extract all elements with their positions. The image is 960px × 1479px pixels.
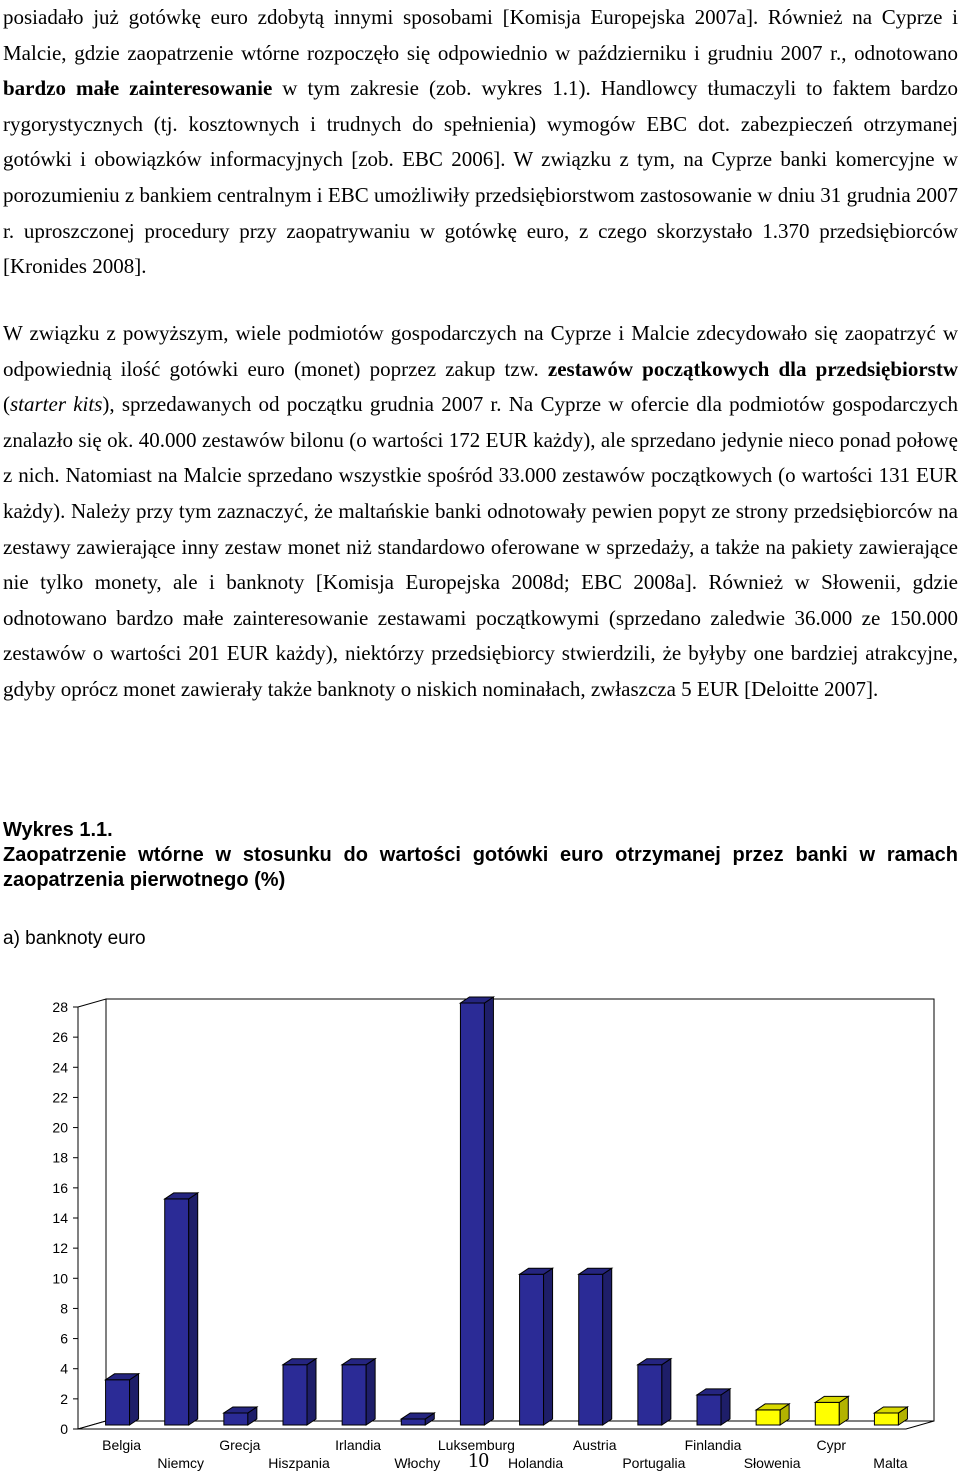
chart-floor bbox=[78, 1421, 934, 1429]
bar-front bbox=[460, 1003, 484, 1425]
x-category-label: Malta bbox=[873, 1455, 908, 1471]
bar-front bbox=[756, 1410, 780, 1425]
figure-title: Zaopatrzenie wtórne w stosunku do wartości gotówki euro otrzymanej przez banki w ramach zaopatrzenia pierwotnego (%) bbox=[3, 844, 958, 891]
y-tick-label: 18 bbox=[52, 1149, 68, 1166]
bar-side bbox=[662, 1359, 671, 1425]
bar-side bbox=[484, 997, 493, 1425]
bar-front bbox=[638, 1365, 662, 1425]
figure-number: Wykres 1.1. bbox=[3, 819, 113, 841]
y-tick-label: 24 bbox=[52, 1059, 68, 1076]
y-tick-label: 6 bbox=[60, 1330, 68, 1347]
bar-side bbox=[544, 1268, 553, 1425]
bar-front bbox=[815, 1402, 839, 1425]
bar-front bbox=[106, 1380, 130, 1425]
page-number: 10 bbox=[468, 1448, 489, 1472]
x-category-label: Niemcy bbox=[157, 1455, 205, 1471]
x-category-label: Grecja bbox=[219, 1437, 261, 1453]
paragraph-2-text-b: ( bbox=[3, 392, 10, 417]
paragraph-2-bold-phrase: zestawów początkowych dla przedsiębiorstw bbox=[547, 356, 958, 381]
chart-container bbox=[8, 980, 952, 1479]
x-category-label: Holandia bbox=[507, 1455, 564, 1471]
x-category-label: Austria bbox=[572, 1437, 617, 1453]
x-category-label: Włochy bbox=[394, 1455, 441, 1471]
paragraph-1-text-b: w tym zakresie (zob. wykres 1.1). Handlowcy tłumaczyli to faktem bardzo rygorystycznych (tj. kosztownych i trudnych do spełnienia) wymogów EBC dot. zabezpieczeń otrzymanej gotówki i obowiązków informacyjnych [zob. EBC 2006]. W związku z tym, na Cyprze banki komercyjne w porozumieniu z bankiem centralnym i EBC umożliwiły przedsiębiorstwom zastosowanie w dniu 31 grudnia 2007 r. uproszczonej procedury przy zaopatrywaniu w gotówkę euro, z czego skorzystało 1.370 przedsiębiorców [Kronides 2008]. bbox=[3, 76, 958, 279]
bar-front bbox=[342, 1365, 366, 1425]
x-category-label: Hiszpania bbox=[268, 1455, 330, 1471]
y-tick-label: 20 bbox=[52, 1119, 68, 1136]
bar-chart bbox=[8, 980, 952, 1474]
x-category-label: Słowenia bbox=[743, 1455, 801, 1471]
bar-front bbox=[165, 1199, 189, 1425]
y-tick-label: 22 bbox=[52, 1089, 68, 1106]
bar-side bbox=[130, 1374, 139, 1425]
y-tick-label: 4 bbox=[60, 1360, 68, 1377]
y-tick-label: 14 bbox=[52, 1210, 68, 1226]
bar-side bbox=[307, 1359, 316, 1425]
bar-side bbox=[603, 1268, 612, 1425]
y-tick-label: 26 bbox=[52, 1029, 68, 1046]
bar-side bbox=[366, 1359, 375, 1425]
y-tick-label: 12 bbox=[52, 1240, 68, 1257]
paragraph-2 bbox=[3, 316, 958, 708]
x-category-label: Finlandia bbox=[684, 1437, 742, 1453]
y-tick-label: 10 bbox=[52, 1270, 68, 1287]
x-category-label: Cypr bbox=[816, 1437, 847, 1453]
paragraph-2-text-a: W związku z powyższym, wiele podmiotów gospodarczych na Cyprze i Malcie zdecydowało się zaopatrzyć w odpowiednią ilość gotówki euro (monet) poprzez zakup tzw. bbox=[3, 321, 958, 381]
bar-front bbox=[579, 1274, 603, 1425]
bar-front bbox=[697, 1395, 721, 1425]
paragraph-1 bbox=[3, 0, 958, 285]
x-category-label: Portugalia bbox=[622, 1455, 686, 1471]
y-tick-label: 8 bbox=[60, 1300, 68, 1317]
y-tick-label: 16 bbox=[52, 1179, 68, 1196]
paragraph-2-text-c: ), sprzedawanych od początku grudnia 2007 r. Na Cyprze w ofercie dla podmiotów gospodarczych znalazło się ok. 40.000 zestawów bilonu (o wartości 172 EUR każdy), ale sprzedano jedynie nieco ponad połowę z nich. Natomiast na Malcie sprzedano wszystkie spośród 33.000 zestawów początkowych (o wartości 131 EUR każdy). Należy przy tym zaznaczyć, że maltańskie banki odnotowały pewien popyt ze strony przedsiębiorców na zestawy zawierające inny zestaw monet niż standardowo oferowane w sprzedaży, a także na pakiety zawierające nie tylko monety, ale i banknoty [Komisja Europejska 2008d; EBC 2008a]. Również w Słowenii, gdzie odnotowano bardzo małe zainteresowanie zestawami początkowymi (sprzedano zaledwie 36.000 ze 150.000 zestawów o wartości 201 EUR każdy), niektórzy przedsiębiorcy stwierdzili, że byłyby one bardziej atrakcyjne, gdyby oprócz monet zawierały także banknoty o niskich nominałach, zwłaszcza 5 EUR [Deloitte 2007]. bbox=[3, 392, 958, 701]
bar-front bbox=[874, 1413, 898, 1425]
y-tick-label: 28 bbox=[52, 999, 68, 1015]
figure-subtitle: a) banknoty euro bbox=[3, 928, 146, 949]
x-category-label: Irlandia bbox=[335, 1437, 382, 1453]
bar-front bbox=[224, 1413, 248, 1425]
paragraph-2-italic-phrase: starter kits bbox=[10, 392, 103, 417]
chart-side-wall bbox=[78, 999, 106, 1429]
paragraph-1-text-a: posiadało już gotówkę euro zdobytą innymi sposobami [Komisja Europejska 2007a]. Również na Cyprze i Malcie, gdzie zaopatrzenie wtórne rozpoczęło się odpowiednio w październiku i grudniu 2007 r., odnotowano bbox=[3, 5, 958, 65]
bar-front bbox=[401, 1419, 425, 1425]
x-category-label: Belgia bbox=[102, 1437, 142, 1453]
bar-side bbox=[189, 1193, 198, 1425]
paragraph-1-bold-phrase: bardzo małe zainteresowanie bbox=[3, 76, 273, 101]
y-tick-label: 2 bbox=[60, 1390, 68, 1407]
bar-front bbox=[520, 1274, 544, 1425]
y-tick-label: 0 bbox=[60, 1421, 68, 1437]
x-category-label: Luksemburg bbox=[437, 1437, 515, 1453]
bar-front bbox=[283, 1365, 307, 1425]
